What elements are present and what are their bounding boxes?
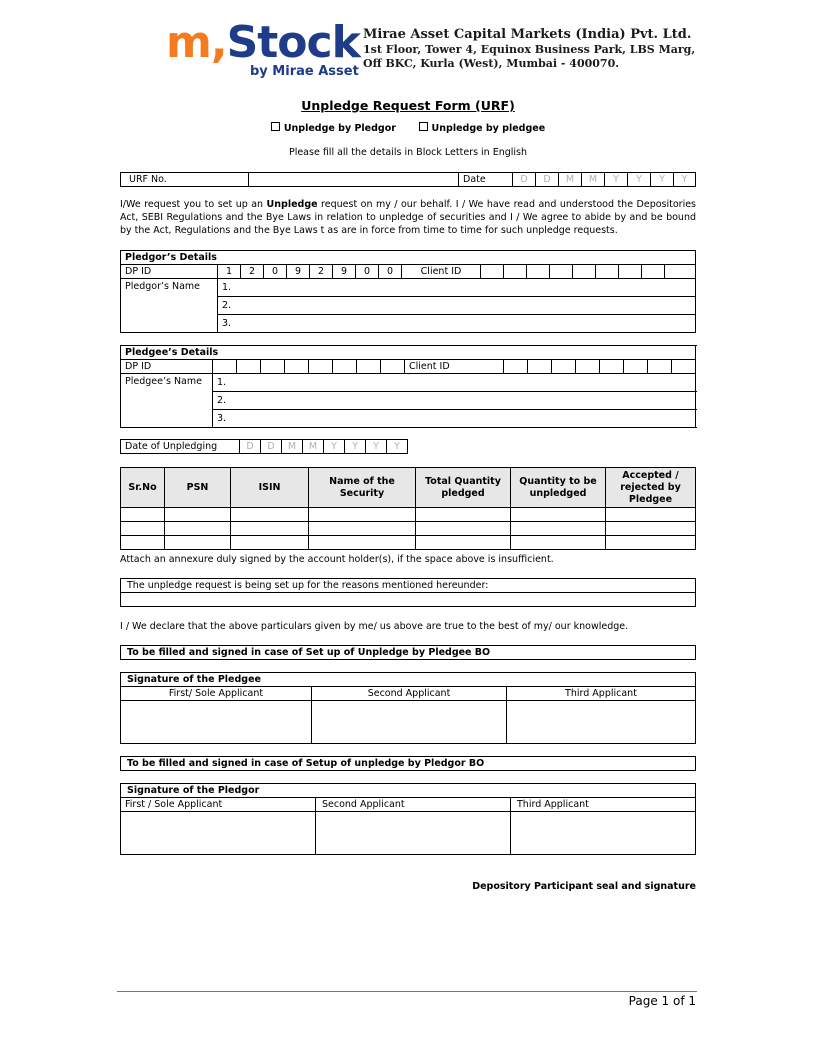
unpledging-cell[interactable]: Y: [387, 440, 408, 454]
company-name: Mirae Asset Capital Markets (India) Pvt. Ltd.: [363, 27, 692, 42]
pledgor-name-label: Pledgor’s Name: [121, 279, 218, 333]
pledgee-signature-box-1[interactable]: [121, 701, 312, 744]
table-cell[interactable]: [606, 508, 696, 522]
date-cell[interactable]: D: [536, 173, 559, 187]
pledgor-client-cell[interactable]: [527, 265, 550, 279]
pledgor-name-row[interactable]: 2.: [218, 297, 696, 315]
pledgee-dp-cell[interactable]: [381, 360, 405, 374]
pledgee-client-cell[interactable]: [504, 360, 528, 374]
dp-seal-label: Depository Participant seal and signature: [472, 881, 696, 892]
urf-label: URF No.: [121, 173, 249, 187]
pledgee-client-cell[interactable]: [672, 360, 696, 374]
col-accepted: Accepted / rejected by Pledgee: [606, 468, 696, 508]
reasons-table: [120, 578, 696, 607]
pledgee-sig-title: Signature of the Pledgee: [121, 673, 696, 687]
pledgee-signature-box-3[interactable]: [507, 701, 696, 744]
table-cell[interactable]: [309, 536, 416, 550]
table-cell[interactable]: [416, 508, 511, 522]
option-pledgor-label: Unpledge by Pledgor: [283, 123, 396, 134]
pledgor-dp-digit[interactable]: 0: [264, 265, 287, 279]
instruction-text: Please fill all the details in Block Letters in English: [288, 147, 528, 158]
pledgee-dp-cell[interactable]: [261, 360, 285, 374]
table-cell[interactable]: [121, 508, 165, 522]
logo-stock: Stock: [226, 17, 360, 68]
pledgor-client-label: Client ID: [402, 265, 481, 279]
pledgee-details-table: [120, 345, 696, 428]
pledgee-applicant-3: Third Applicant: [507, 687, 696, 701]
col-qty-unpledge: Quantity to be unpledged: [511, 468, 606, 508]
pledgee-name-row[interactable]: 2.: [213, 392, 696, 410]
pledgee-dp-label: DP ID: [121, 360, 213, 374]
table-cell[interactable]: [416, 522, 511, 536]
company-block: [363, 27, 695, 71]
pledgor-client-cell[interactable]: [573, 265, 596, 279]
table-cell[interactable]: [121, 536, 165, 550]
pledgor-name-row[interactable]: 1.: [218, 279, 696, 297]
pledgee-name-row[interactable]: 3.: [213, 410, 696, 428]
pledgee-client-cell[interactable]: [648, 360, 672, 374]
unpledging-cell[interactable]: D: [240, 440, 261, 454]
table-cell[interactable]: [511, 508, 606, 522]
annexure-note: Attach an annexure duly signed by the account holder(s), if the space above is insufficient.: [120, 554, 554, 565]
col-isin: ISIN: [231, 468, 309, 508]
pledgor-name-row[interactable]: 3.: [218, 315, 696, 333]
pledgee-client-label: Client ID: [405, 360, 504, 374]
pledgee-bo-heading: To be filled and signed in case of Set up of Unpledge by Pledgee BO: [121, 646, 696, 660]
date-cell[interactable]: M: [559, 173, 582, 187]
pledgee-client-cell[interactable]: [600, 360, 624, 374]
pledgee-signature-box-2[interactable]: [312, 701, 507, 744]
logo-m: m,: [166, 17, 227, 68]
checkbox-pledgee[interactable]: [419, 122, 428, 131]
pledgor-client-cell[interactable]: [619, 265, 642, 279]
pledgee-dp-cell[interactable]: [213, 360, 237, 374]
pledgor-client-cell[interactable]: [642, 265, 665, 279]
table-cell[interactable]: [231, 536, 309, 550]
pledgee-dp-cell[interactable]: [285, 360, 309, 374]
table-cell[interactable]: [606, 522, 696, 536]
pledgor-dp-digit[interactable]: 9: [287, 265, 310, 279]
col-srno: Sr.No: [121, 468, 165, 508]
unpledging-cell[interactable]: Y: [324, 440, 345, 454]
para-post: request on my / our behalf. I / We have read and understood the Depositories Act, SEBI Regulations and the Bye Laws in relation to unpledge of securities and I / We agree to abide by and be bound by the Act, Regulations and the Bye Laws t as are in force from time to time for such unpledge requests.: [120, 199, 696, 236]
unpledging-cell[interactable]: M: [303, 440, 324, 454]
pledgor-sig-title: Signature of the Pledgor: [121, 784, 696, 798]
pledgor-heading: Pledgor’s Details: [121, 251, 696, 265]
pledgee-dp-cell[interactable]: [309, 360, 333, 374]
pledgee-applicant-1: First/ Sole Applicant: [121, 687, 312, 701]
pledgee-dp-cell[interactable]: [333, 360, 357, 374]
date-cell[interactable]: D: [513, 173, 536, 187]
pledgor-applicant-2: Second Applicant: [316, 798, 511, 812]
pledgor-dp-digit[interactable]: 2: [241, 265, 264, 279]
pledgor-bo-heading-box: [120, 756, 696, 771]
pledgor-dp-digit[interactable]: 2: [310, 265, 333, 279]
unpledging-date-row: [120, 439, 408, 454]
pledgor-applicant-1: First / Sole Applicant: [121, 798, 316, 812]
pledgor-dp-label: DP ID: [121, 265, 218, 279]
request-paragraph: [120, 198, 696, 237]
table-cell[interactable]: [165, 508, 231, 522]
footer-divider: [117, 991, 697, 992]
declaration-text: I / We declare that the above particulars given by me/ us above are true to the best of my/ our knowledge.: [120, 621, 629, 632]
para-bold: Unpledge: [266, 199, 318, 210]
pledgee-heading: Pledgee’s Details: [121, 346, 696, 360]
pledgor-client-cell[interactable]: [481, 265, 504, 279]
pledgor-signature-box-1[interactable]: [121, 812, 316, 855]
pledgee-client-cell[interactable]: [624, 360, 648, 374]
table-row: [121, 536, 696, 550]
col-total-qty: Total Quantity pledged: [416, 468, 511, 508]
pledgor-dp-digit[interactable]: 0: [356, 265, 379, 279]
pledgee-name-row[interactable]: 1.: [213, 374, 696, 392]
table-row: [121, 522, 696, 536]
table-cell[interactable]: [511, 536, 606, 550]
table-cell[interactable]: [121, 522, 165, 536]
pledgor-applicant-3: Third Applicant: [511, 798, 696, 812]
unpledging-cell[interactable]: Y: [366, 440, 387, 454]
date-label: Date: [459, 173, 513, 187]
pledgor-bo-heading: To be filled and signed in case of Setup of unpledge by Pledgor BO: [121, 757, 696, 771]
pledgee-dp-cell[interactable]: [357, 360, 381, 374]
pledgee-client-cell[interactable]: [528, 360, 552, 374]
form-title: Unpledge Request Form (URF): [301, 98, 515, 113]
pledgor-client-cell[interactable]: [596, 265, 619, 279]
date-cell[interactable]: Y: [674, 173, 696, 187]
table-cell[interactable]: [511, 522, 606, 536]
table-cell[interactable]: [416, 536, 511, 550]
logo-tagline: by Mirae Asset: [250, 64, 359, 79]
table-cell[interactable]: [165, 522, 231, 536]
pledgee-applicant-2: Second Applicant: [312, 687, 507, 701]
table-cell[interactable]: [231, 522, 309, 536]
company-address-1: 1st Floor, Tower 4, Equinox Business Park, LBS Marg,: [363, 43, 696, 56]
reasons-input[interactable]: [121, 593, 696, 607]
pledgor-signature-box-3[interactable]: [511, 812, 696, 855]
checkbox-pledgor[interactable]: [271, 122, 280, 131]
pledgor-client-cell[interactable]: [504, 265, 527, 279]
pledgor-details-table: [120, 250, 696, 333]
table-row: [121, 508, 696, 522]
para-pre: I/We request you to set up an: [120, 199, 267, 210]
pledgee-dp-cell[interactable]: [237, 360, 261, 374]
pledgee-signature-table: [120, 672, 696, 744]
table-cell[interactable]: [309, 508, 416, 522]
unpledging-cell[interactable]: M: [282, 440, 303, 454]
pledgor-signature-table: [120, 783, 696, 855]
pledgee-bo-heading-box: [120, 645, 696, 660]
mstock-logo: [166, 18, 360, 68]
urf-input[interactable]: [249, 173, 459, 187]
reasons-label: The unpledge request is being set up for the reasons mentioned hereunder:: [121, 579, 696, 593]
table-cell[interactable]: [606, 536, 696, 550]
pledgor-signature-box-2[interactable]: [316, 812, 511, 855]
date-cell[interactable]: M: [582, 173, 605, 187]
option-pledgee-label: Unpledge by pledgee: [431, 123, 546, 134]
date-cell[interactable]: Y: [651, 173, 674, 187]
date-cell[interactable]: Y: [605, 173, 628, 187]
pledgee-name-label: Pledgee’s Name: [121, 374, 213, 428]
date-cell[interactable]: Y: [628, 173, 651, 187]
pledgor-client-cell[interactable]: [550, 265, 573, 279]
urf-row: [120, 172, 696, 187]
col-security-name: Name of the Security: [309, 468, 416, 508]
unpledging-cell[interactable]: D: [261, 440, 282, 454]
pledgor-dp-digit[interactable]: 9: [333, 265, 356, 279]
table-cell[interactable]: [309, 522, 416, 536]
company-address-2: Off BKC, Kurla (West), Mumbai - 400070.: [363, 57, 620, 70]
col-psn: PSN: [165, 468, 231, 508]
pledgee-client-cell[interactable]: [552, 360, 576, 374]
pledgor-client-tail: [665, 265, 696, 279]
unpledging-cell[interactable]: Y: [345, 440, 366, 454]
unpledge-options: [0, 122, 816, 134]
unpledging-label: Date of Unpledging: [121, 440, 240, 454]
table-cell[interactable]: [165, 536, 231, 550]
page-number: Page 1 of 1: [628, 994, 696, 1008]
table-cell[interactable]: [231, 508, 309, 522]
pledgor-dp-digit[interactable]: 0: [379, 265, 402, 279]
pledgor-dp-digit[interactable]: 1: [218, 265, 241, 279]
securities-table: [120, 467, 696, 550]
pledgee-client-cell[interactable]: [576, 360, 600, 374]
